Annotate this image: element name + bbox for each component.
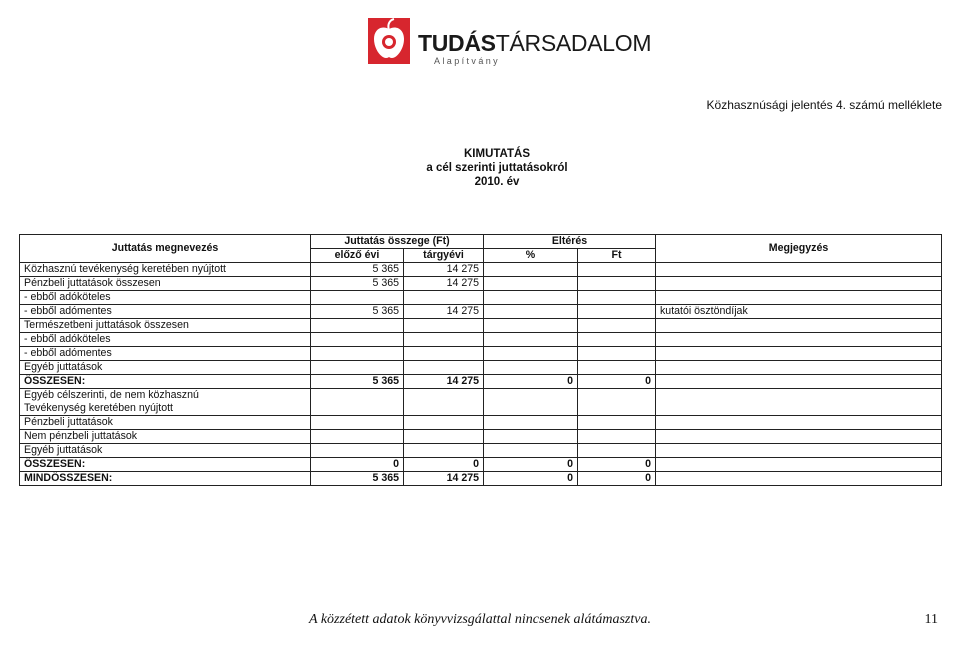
row-label: - ebből adóköteles bbox=[20, 333, 311, 347]
cell-pct bbox=[484, 389, 578, 416]
cell-curr bbox=[404, 291, 484, 305]
row-label: Pénzbeli juttatások összesen bbox=[20, 277, 311, 291]
row-label: Pénzbeli juttatások bbox=[20, 416, 311, 430]
cell-prev bbox=[311, 444, 404, 458]
cell-curr bbox=[404, 347, 484, 361]
cell-note bbox=[656, 291, 942, 305]
cell-prev bbox=[311, 291, 404, 305]
brand-name bbox=[418, 30, 651, 57]
row-label: Közhasznú tevékenység keretében nyújtott bbox=[20, 263, 311, 277]
row-label: MINDÖSSZESEN: bbox=[20, 472, 311, 486]
cell-note: kutatói ösztöndíjak bbox=[656, 305, 942, 319]
cell-note bbox=[656, 444, 942, 458]
cell-note bbox=[656, 347, 942, 361]
cell-prev: 5 365 bbox=[311, 305, 404, 319]
cell-ft bbox=[578, 333, 656, 347]
table-row bbox=[20, 305, 942, 319]
footer-note: A közzétett adatok könyvvizsgálattal nincsenek alátámasztva. bbox=[309, 612, 651, 627]
header-prev-year: előző évi bbox=[311, 249, 404, 263]
table-row bbox=[20, 347, 942, 361]
cell-note bbox=[656, 361, 942, 375]
cell-curr bbox=[404, 444, 484, 458]
cell-ft bbox=[578, 319, 656, 333]
cell-pct bbox=[484, 263, 578, 277]
cell-note bbox=[656, 416, 942, 430]
cell-curr: 14 275 bbox=[404, 305, 484, 319]
cell-pct bbox=[484, 416, 578, 430]
table-row bbox=[20, 361, 942, 375]
header-name: Juttatás megnevezés bbox=[20, 235, 311, 263]
row-label: Egyéb juttatások bbox=[20, 444, 311, 458]
report-title bbox=[0, 147, 960, 189]
header-amount: Juttatás összege (Ft) bbox=[311, 235, 484, 249]
cell-note bbox=[656, 319, 942, 333]
table-row bbox=[20, 277, 942, 291]
cell-curr bbox=[404, 361, 484, 375]
cell-curr bbox=[404, 319, 484, 333]
row-label: Természetbeni juttatások összesen bbox=[20, 319, 311, 333]
cell-curr bbox=[404, 430, 484, 444]
page-number: 11 bbox=[924, 612, 938, 627]
cell-note bbox=[656, 263, 942, 277]
cell-pct: 0 bbox=[484, 472, 578, 486]
header-current-year: tárgyévi bbox=[404, 249, 484, 263]
cell-prev bbox=[311, 319, 404, 333]
row-label bbox=[20, 389, 311, 416]
cell-ft: 0 bbox=[578, 472, 656, 486]
table-row bbox=[20, 416, 942, 430]
header-ft: Ft bbox=[578, 249, 656, 263]
cell-ft: 0 bbox=[578, 458, 656, 472]
cell-ft bbox=[578, 430, 656, 444]
title-line-3: 2010. év bbox=[474, 176, 520, 188]
row-label: Egyéb juttatások bbox=[20, 361, 311, 375]
cell-note bbox=[656, 389, 942, 416]
table-row bbox=[20, 319, 942, 333]
cell-pct bbox=[484, 444, 578, 458]
cell-note bbox=[656, 277, 942, 291]
row-label: ÖSSZESEN: bbox=[20, 458, 311, 472]
cell-pct bbox=[484, 319, 578, 333]
header-note: Megjegyzés bbox=[656, 235, 942, 263]
cell-pct bbox=[484, 277, 578, 291]
row-label: - ebből adóköteles bbox=[20, 291, 311, 305]
cell-pct bbox=[484, 333, 578, 347]
title-line-2: a cél szerinti juttatásokról bbox=[426, 162, 568, 174]
table-row-grand-total bbox=[20, 472, 942, 486]
row-label: - ebből adómentes bbox=[20, 305, 311, 319]
cell-pct bbox=[484, 291, 578, 305]
cell-pct bbox=[484, 305, 578, 319]
cell-ft bbox=[578, 291, 656, 305]
cell-prev bbox=[311, 347, 404, 361]
row-label: ÖSSZESEN: bbox=[20, 375, 311, 389]
cell-prev: 0 bbox=[311, 458, 404, 472]
cell-note bbox=[656, 472, 942, 486]
cell-prev: 5 365 bbox=[311, 472, 404, 486]
row-label: Nem pénzbeli juttatások bbox=[20, 430, 311, 444]
table-row bbox=[20, 430, 942, 444]
cell-curr: 0 bbox=[404, 458, 484, 472]
cell-prev bbox=[311, 361, 404, 375]
cell-note bbox=[656, 375, 942, 389]
cell-note bbox=[656, 430, 942, 444]
row-label: - ebből adómentes bbox=[20, 347, 311, 361]
table-row bbox=[20, 263, 942, 277]
cell-ft bbox=[578, 444, 656, 458]
cell-ft: 0 bbox=[578, 375, 656, 389]
cell-ft bbox=[578, 416, 656, 430]
cell-note bbox=[656, 333, 942, 347]
cell-prev bbox=[311, 416, 404, 430]
table-row bbox=[20, 444, 942, 458]
cell-curr: 14 275 bbox=[404, 263, 484, 277]
row-label-line-2: Tevékenység keretében nyújtott bbox=[24, 402, 173, 414]
logo bbox=[366, 16, 652, 68]
brand-subtitle: Alapítvány bbox=[434, 56, 501, 66]
brand-name-bold: TUDÁS bbox=[418, 30, 496, 56]
cell-ft bbox=[578, 347, 656, 361]
cell-curr bbox=[404, 416, 484, 430]
cell-ft bbox=[578, 389, 656, 416]
cell-prev: 5 365 bbox=[311, 277, 404, 291]
cell-note bbox=[656, 458, 942, 472]
cell-curr: 14 275 bbox=[404, 277, 484, 291]
cell-ft bbox=[578, 263, 656, 277]
cell-curr bbox=[404, 333, 484, 347]
table-row bbox=[20, 389, 942, 416]
cell-ft bbox=[578, 277, 656, 291]
cell-ft bbox=[578, 361, 656, 375]
cell-prev bbox=[311, 430, 404, 444]
cell-prev bbox=[311, 389, 404, 416]
cell-pct: 0 bbox=[484, 375, 578, 389]
title-line-1: KIMUTATÁS bbox=[463, 148, 530, 160]
row-label-line-1: Egyéb célszerinti, de nem közhasznú bbox=[24, 389, 199, 401]
brand-name-regular: TÁRSADALOM bbox=[495, 30, 652, 56]
cell-curr: 14 275 bbox=[404, 375, 484, 389]
header-difference: Eltérés bbox=[484, 235, 656, 249]
table-row bbox=[20, 333, 942, 347]
benefits-table bbox=[19, 234, 942, 486]
cell-prev: 5 365 bbox=[311, 375, 404, 389]
cell-pct bbox=[484, 361, 578, 375]
cell-pct: 0 bbox=[484, 458, 578, 472]
cell-pct bbox=[484, 430, 578, 444]
cell-pct bbox=[484, 347, 578, 361]
header-percent: % bbox=[484, 249, 578, 263]
apple-logo-icon bbox=[366, 16, 412, 66]
cell-prev bbox=[311, 333, 404, 347]
cell-prev: 5 365 bbox=[311, 263, 404, 277]
cell-curr bbox=[404, 389, 484, 416]
table-row-total bbox=[20, 375, 942, 389]
table-row-total bbox=[20, 458, 942, 472]
annex-label: Közhasznúsági jelentés 4. számú melléklete bbox=[706, 98, 942, 112]
table-row bbox=[20, 291, 942, 305]
cell-ft bbox=[578, 305, 656, 319]
cell-curr: 14 275 bbox=[404, 472, 484, 486]
